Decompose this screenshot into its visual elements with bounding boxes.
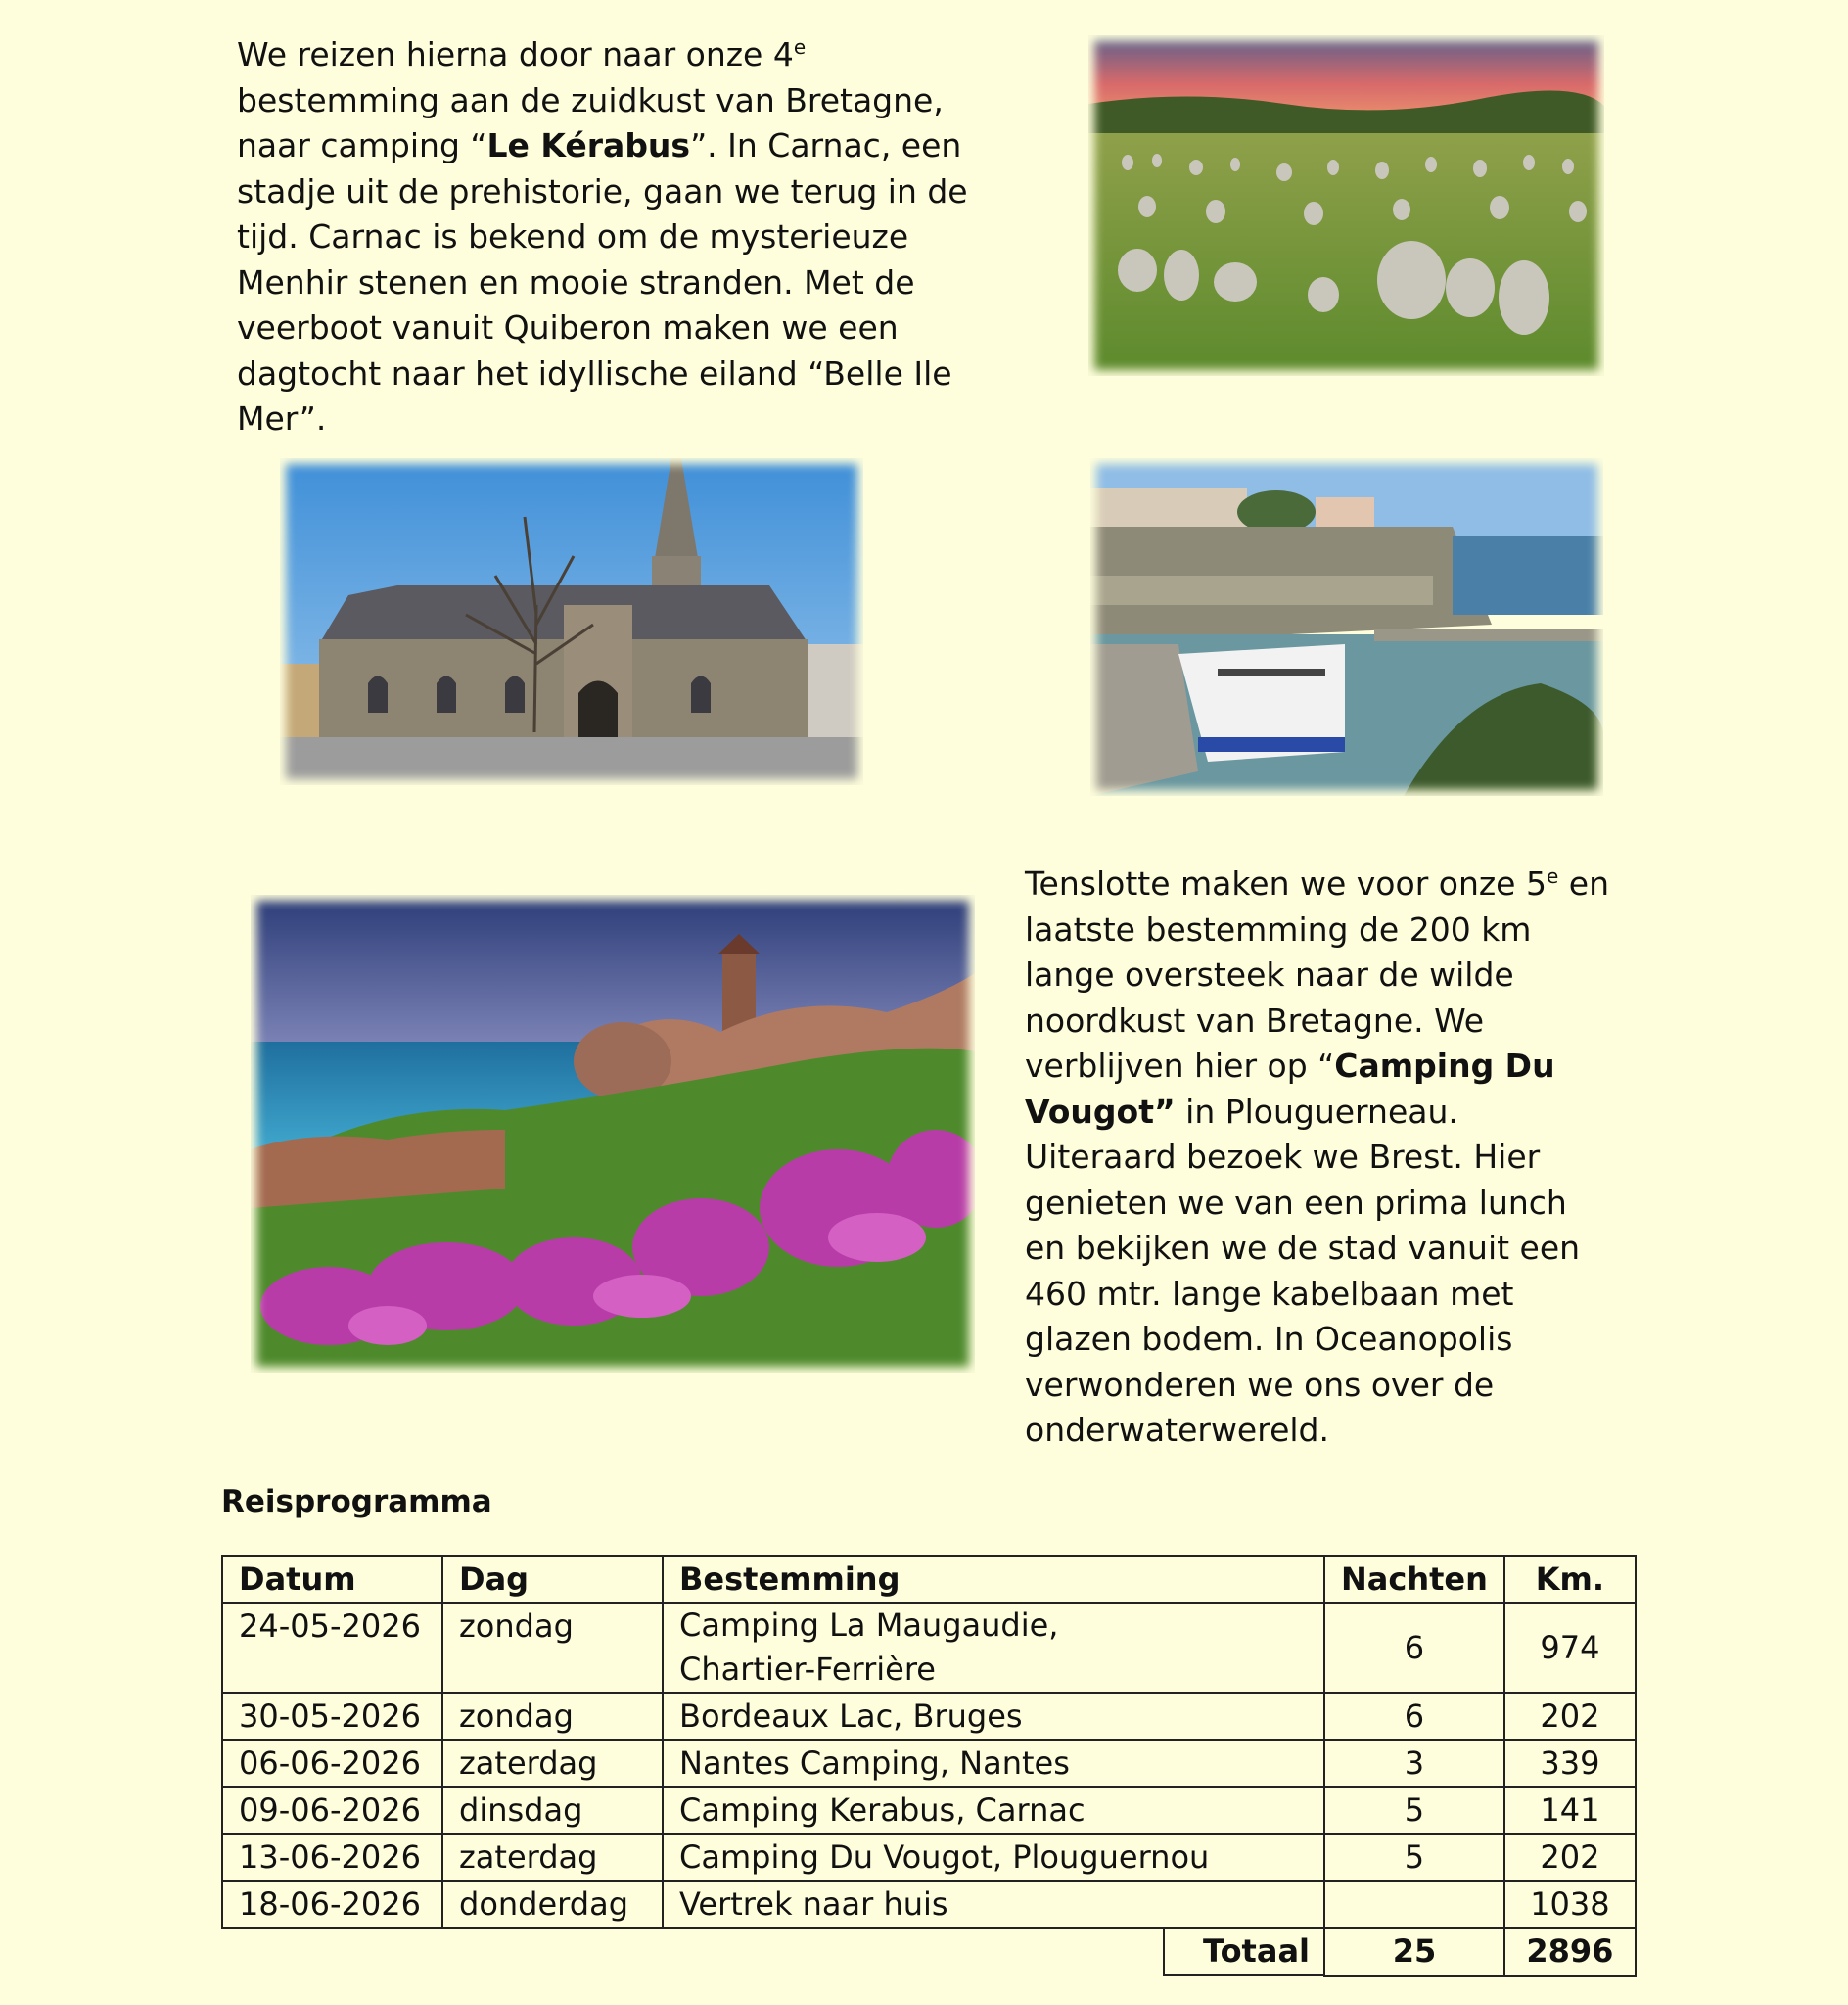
cell-bestemming: Camping La Maugaudie, Chartier-Ferrière bbox=[663, 1603, 1324, 1693]
second-paragraph bbox=[1025, 862, 1612, 1454]
cell-datum: 09-06-2026 bbox=[222, 1787, 442, 1834]
cell-km: 1038 bbox=[1504, 1881, 1636, 1928]
table-row bbox=[222, 1740, 1636, 1787]
cell-datum: 30-05-2026 bbox=[222, 1693, 442, 1740]
cell-bestemming: Vertrek naar huis bbox=[663, 1881, 1324, 1928]
cell-km: 339 bbox=[1504, 1740, 1636, 1787]
program-table bbox=[221, 1555, 1637, 1977]
total-label: Totaal bbox=[663, 1928, 1324, 1976]
header-km: Km. bbox=[1504, 1556, 1636, 1603]
table-row bbox=[222, 1693, 1636, 1740]
cell-datum: 06-06-2026 bbox=[222, 1740, 442, 1787]
table-row bbox=[222, 1603, 1636, 1693]
cell-bestemming: Nantes Camping, Nantes bbox=[663, 1740, 1324, 1787]
cell-dag: zondag bbox=[442, 1603, 663, 1693]
menhir-stones-photo bbox=[1088, 35, 1604, 376]
table-row bbox=[222, 1787, 1636, 1834]
cell-datum: 18-06-2026 bbox=[222, 1881, 442, 1928]
cell-nachten: 6 bbox=[1324, 1603, 1504, 1693]
total-nachten: 25 bbox=[1324, 1928, 1504, 1976]
header-dag: Dag bbox=[442, 1556, 663, 1603]
ferry-citadel-photo bbox=[1090, 458, 1603, 796]
intro-paragraph: We reizen hierna door naar onze 4e bestemming aan de zuidkust van Bretagne, naar camping “Le Kérabus”. In Carnac, een stadje uit de prehistorie, gaan we terug in de tijd. Carnac is bekend om de mysterieuze Menhir stenen en mooie stranden. Met de veerboot vanuit Quiberon maken we een dagtocht naar het idyllische eiland “Belle Ile Mer”. bbox=[237, 35, 968, 438]
cell-km: 202 bbox=[1504, 1693, 1636, 1740]
total-km: 2896 bbox=[1504, 1928, 1636, 1976]
cell-datum: 24-05-2026 bbox=[222, 1603, 442, 1693]
cell-dag: zaterdag bbox=[442, 1834, 663, 1881]
cell-km: 974 bbox=[1504, 1603, 1636, 1693]
cell-dag: zondag bbox=[442, 1693, 663, 1740]
program-title: Reisprogramma bbox=[221, 1484, 492, 1519]
cell-dag: dinsdag bbox=[442, 1787, 663, 1834]
second-paragraph-2: Uiteraard bezoek we Brest. Hier genieten we van een prima lunch en bekijken we de stad vanuit een 460 mtr. lange kabelbaan met glazen bodem. In Oceanopolis verwonderen we ons over de onderwaterwereld. bbox=[1025, 1138, 1581, 1449]
cell-nachten bbox=[1324, 1881, 1504, 1928]
table-row bbox=[222, 1881, 1636, 1928]
header-bestemming: Bestemming bbox=[663, 1556, 1324, 1603]
cell-bestemming: Bordeaux Lac, Bruges bbox=[663, 1693, 1324, 1740]
table-header-row bbox=[222, 1556, 1636, 1603]
cell-nachten: 5 bbox=[1324, 1787, 1504, 1834]
cell-bestemming: Camping Du Vougot, Plouguernou bbox=[663, 1834, 1324, 1881]
cell-dag: donderdag bbox=[442, 1881, 663, 1928]
cell-nachten: 3 bbox=[1324, 1740, 1504, 1787]
cell-nachten: 6 bbox=[1324, 1693, 1504, 1740]
cell-datum: 13-06-2026 bbox=[222, 1834, 442, 1881]
header-nachten: Nachten bbox=[1324, 1556, 1504, 1603]
cell-nachten: 5 bbox=[1324, 1834, 1504, 1881]
table-row bbox=[222, 1834, 1636, 1881]
cell-bestemming: Camping Kerabus, Carnac bbox=[663, 1787, 1324, 1834]
total-row bbox=[222, 1928, 1636, 1976]
second-paragraph-1: Tenslotte maken we voor onze 5e en laatste bestemming de 200 km lange oversteek naar de wilde noordkust van Bretagne. We verblijven hier op “Camping Du Vougot” in Plouguerneau. bbox=[1025, 864, 1609, 1131]
cell-km: 141 bbox=[1504, 1787, 1636, 1834]
lighthouse-coast-photo bbox=[251, 895, 975, 1373]
church-photo bbox=[280, 458, 863, 785]
header-datum: Datum bbox=[222, 1556, 442, 1603]
cell-dag: zaterdag bbox=[442, 1740, 663, 1787]
cell-km: 202 bbox=[1504, 1834, 1636, 1881]
